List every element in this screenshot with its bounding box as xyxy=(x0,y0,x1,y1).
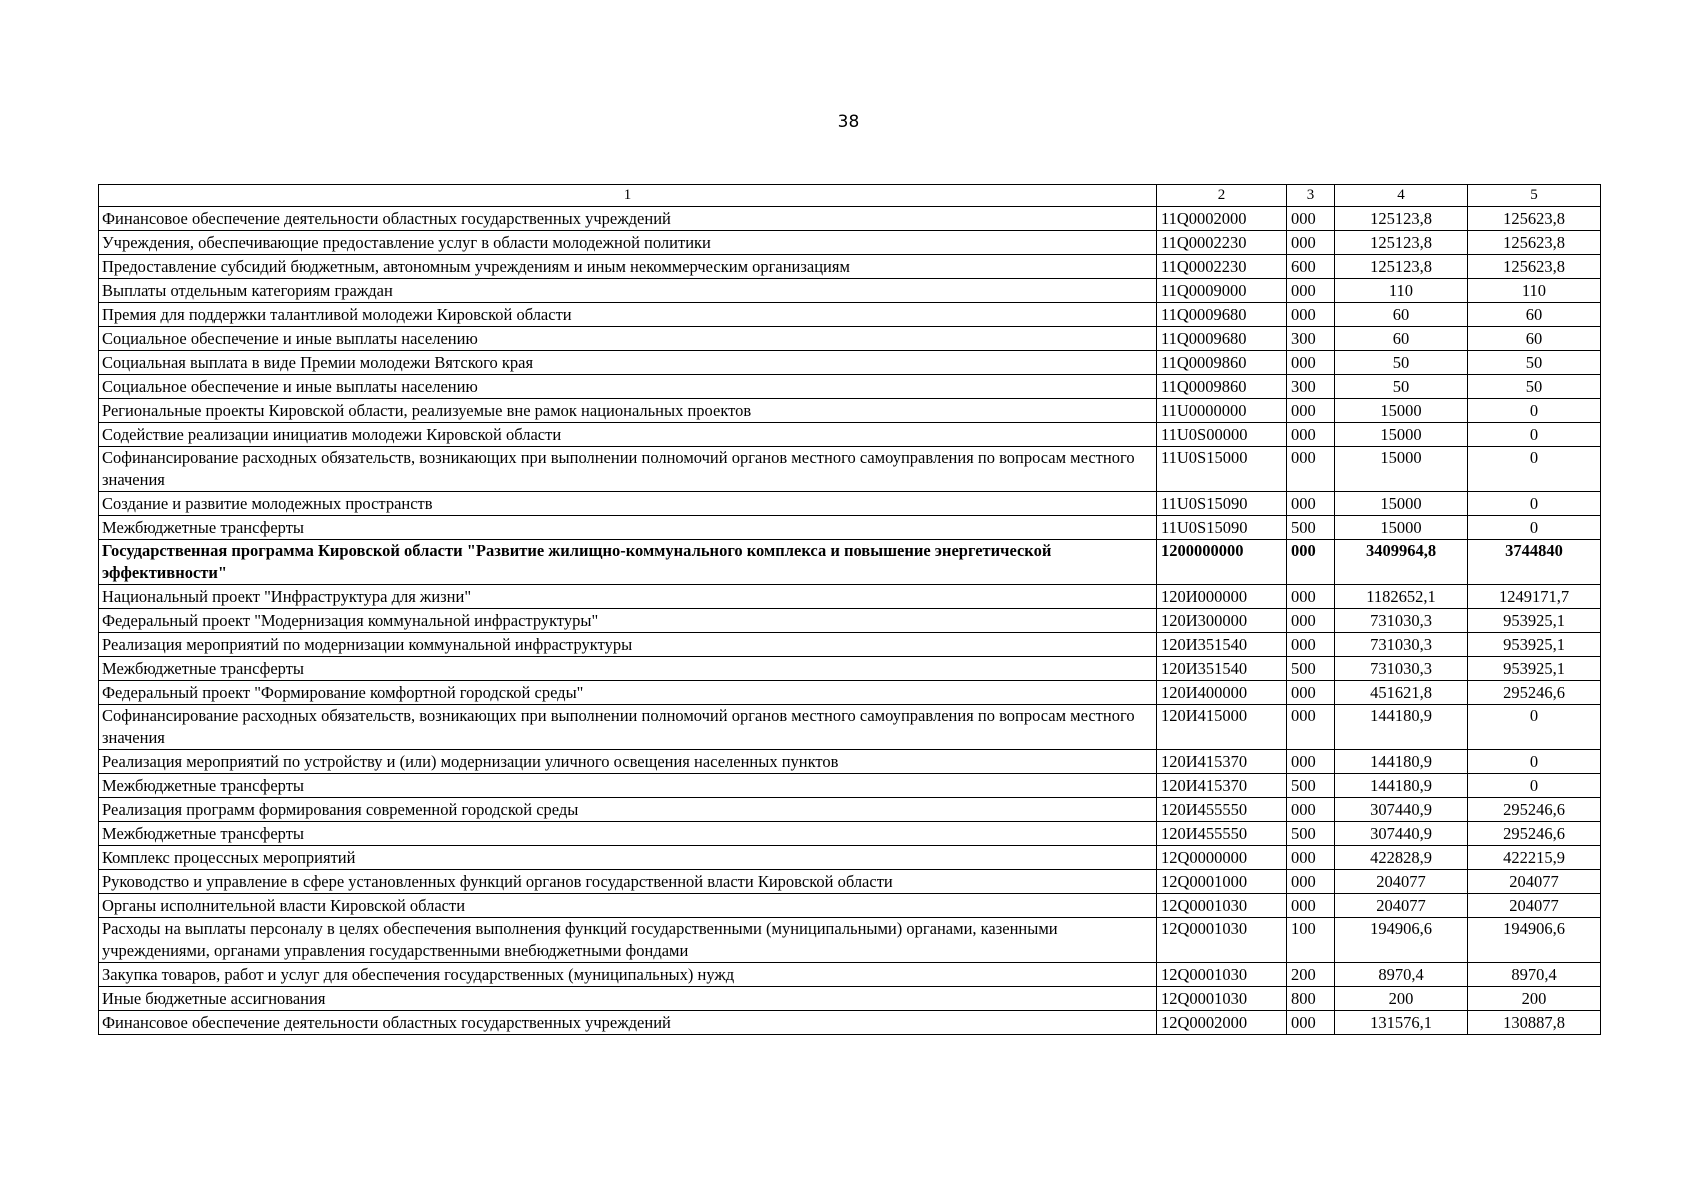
table-row xyxy=(99,351,1601,375)
column-header: 4 xyxy=(1335,185,1468,207)
row-code-cell: 12Q0000000 xyxy=(1157,846,1287,870)
row-value-2025-cell: 953925,1 xyxy=(1468,657,1601,681)
table-row xyxy=(99,918,1601,963)
row-value-2025-cell: 0 xyxy=(1468,423,1601,447)
row-type-cell: 000 xyxy=(1287,585,1335,609)
row-value-2025-cell: 953925,1 xyxy=(1468,609,1601,633)
row-code-cell: 120И300000 xyxy=(1157,609,1287,633)
row-code-cell: 120И400000 xyxy=(1157,681,1287,705)
row-name-cell: Учреждения, обеспечивающие предоставление услуг в области молодежной политики xyxy=(99,231,1157,255)
row-type-cell: 200 xyxy=(1287,963,1335,987)
row-value-2025-cell: 8970,4 xyxy=(1468,963,1601,987)
row-code-cell: 11Q0002230 xyxy=(1157,231,1287,255)
row-code-cell: 120И455550 xyxy=(1157,822,1287,846)
row-type-cell: 000 xyxy=(1287,351,1335,375)
row-type-cell: 000 xyxy=(1287,894,1335,918)
row-name-cell: Софинансирование расходных обязательств, возникающих при выполнении полномочий органов местного самоуправления по вопросам местного значения xyxy=(99,705,1157,750)
row-name-cell: Межбюджетные трансферты xyxy=(99,822,1157,846)
row-value-2024-cell: 125123,8 xyxy=(1335,255,1468,279)
row-code-cell: 120И415000 xyxy=(1157,705,1287,750)
row-value-2025-cell: 0 xyxy=(1468,750,1601,774)
table-row xyxy=(99,399,1601,423)
row-name-cell: Финансовое обеспечение деятельности областных государственных учреждений xyxy=(99,207,1157,231)
row-code-cell: 12Q0001030 xyxy=(1157,918,1287,963)
row-value-2024-cell: 15000 xyxy=(1335,447,1468,492)
row-value-2024-cell: 50 xyxy=(1335,375,1468,399)
row-name-cell: Софинансирование расходных обязательств, возникающих при выполнении полномочий органов местного самоуправления по вопросам местного значения xyxy=(99,447,1157,492)
row-name-cell: Иные бюджетные ассигнования xyxy=(99,987,1157,1011)
row-name-cell: Финансовое обеспечение деятельности областных государственных учреждений xyxy=(99,1011,1157,1035)
table-row xyxy=(99,846,1601,870)
row-value-2025-cell: 110 xyxy=(1468,279,1601,303)
table-row xyxy=(99,492,1601,516)
row-value-2025-cell: 130887,8 xyxy=(1468,1011,1601,1035)
row-type-cell: 000 xyxy=(1287,207,1335,231)
row-value-2024-cell: 144180,9 xyxy=(1335,705,1468,750)
row-type-cell: 500 xyxy=(1287,774,1335,798)
row-value-2024-cell: 144180,9 xyxy=(1335,750,1468,774)
table-row xyxy=(99,822,1601,846)
row-code-cell: 120И351540 xyxy=(1157,657,1287,681)
row-name-cell: Федеральный проект "Формирование комфортной городской среды" xyxy=(99,681,1157,705)
table-row xyxy=(99,516,1601,540)
row-value-2025-cell: 204077 xyxy=(1468,894,1601,918)
row-type-cell: 000 xyxy=(1287,870,1335,894)
row-name-cell: Межбюджетные трансферты xyxy=(99,657,1157,681)
row-type-cell: 000 xyxy=(1287,705,1335,750)
row-value-2024-cell: 194906,6 xyxy=(1335,918,1468,963)
row-type-cell: 000 xyxy=(1287,447,1335,492)
row-type-cell: 600 xyxy=(1287,255,1335,279)
row-name-cell: Федеральный проект "Модернизация коммунальной инфраструктуры" xyxy=(99,609,1157,633)
row-value-2025-cell: 125623,8 xyxy=(1468,255,1601,279)
row-code-cell: 12Q0001030 xyxy=(1157,987,1287,1011)
row-value-2025-cell: 295246,6 xyxy=(1468,681,1601,705)
row-code-cell: 120И000000 xyxy=(1157,585,1287,609)
table-row xyxy=(99,231,1601,255)
row-value-2024-cell: 731030,3 xyxy=(1335,657,1468,681)
row-name-cell: Межбюджетные трансферты xyxy=(99,516,1157,540)
row-code-cell: 120И455550 xyxy=(1157,798,1287,822)
row-value-2024-cell: 144180,9 xyxy=(1335,774,1468,798)
row-name-cell: Содействие реализации инициатив молодежи Кировской области xyxy=(99,423,1157,447)
row-type-cell: 500 xyxy=(1287,657,1335,681)
row-value-2024-cell: 200 xyxy=(1335,987,1468,1011)
row-name-cell: Закупка товаров, работ и услуг для обеспечения государственных (муниципальных) нужд xyxy=(99,963,1157,987)
row-code-cell: 11Q0009860 xyxy=(1157,375,1287,399)
row-code-cell: 11Q0009680 xyxy=(1157,303,1287,327)
row-value-2025-cell: 194906,6 xyxy=(1468,918,1601,963)
table-row xyxy=(99,255,1601,279)
row-type-cell: 000 xyxy=(1287,399,1335,423)
row-value-2025-cell: 295246,6 xyxy=(1468,798,1601,822)
row-value-2024-cell: 50 xyxy=(1335,351,1468,375)
row-value-2025-cell: 0 xyxy=(1468,447,1601,492)
row-code-cell: 11U0000000 xyxy=(1157,399,1287,423)
row-value-2025-cell: 0 xyxy=(1468,516,1601,540)
row-type-cell: 000 xyxy=(1287,681,1335,705)
row-code-cell: 11Q0002000 xyxy=(1157,207,1287,231)
row-value-2024-cell: 15000 xyxy=(1335,516,1468,540)
row-value-2024-cell: 60 xyxy=(1335,327,1468,351)
row-value-2024-cell: 204077 xyxy=(1335,894,1468,918)
table-row xyxy=(99,279,1601,303)
table-row xyxy=(99,423,1601,447)
row-value-2024-cell: 307440,9 xyxy=(1335,798,1468,822)
table-row xyxy=(99,774,1601,798)
table-row xyxy=(99,633,1601,657)
row-type-cell: 300 xyxy=(1287,375,1335,399)
table-row xyxy=(99,657,1601,681)
row-type-cell: 100 xyxy=(1287,918,1335,963)
column-header: 2 xyxy=(1157,185,1287,207)
row-value-2024-cell: 15000 xyxy=(1335,399,1468,423)
page-number: 38 xyxy=(837,112,860,132)
row-value-2025-cell: 1249171,7 xyxy=(1468,585,1601,609)
row-type-cell: 500 xyxy=(1287,516,1335,540)
table-row xyxy=(99,609,1601,633)
row-name-cell: Социальная выплата в виде Премии молодежи Вятского края xyxy=(99,351,1157,375)
row-name-cell: Расходы на выплаты персоналу в целях обеспечения выполнения функций государственными (муниципальными) органами, казенными учреждениями, органами управления государственными внебюджетными фондами xyxy=(99,918,1157,963)
row-code-cell: 11Q0009000 xyxy=(1157,279,1287,303)
row-type-cell: 000 xyxy=(1287,231,1335,255)
table-row xyxy=(99,447,1601,492)
row-type-cell: 000 xyxy=(1287,609,1335,633)
row-code-cell: 11U0S00000 xyxy=(1157,423,1287,447)
table-row xyxy=(99,540,1601,585)
row-name-cell: Предоставление субсидий бюджетным, автономным учреждениям и иным некоммерческим организациям xyxy=(99,255,1157,279)
row-value-2024-cell: 125123,8 xyxy=(1335,231,1468,255)
row-code-cell: 12Q0001030 xyxy=(1157,963,1287,987)
row-type-cell: 000 xyxy=(1287,846,1335,870)
row-value-2025-cell: 953925,1 xyxy=(1468,633,1601,657)
row-code-cell: 120И415370 xyxy=(1157,750,1287,774)
row-type-cell: 000 xyxy=(1287,633,1335,657)
row-value-2025-cell: 0 xyxy=(1468,399,1601,423)
row-type-cell: 300 xyxy=(1287,327,1335,351)
row-value-2025-cell: 204077 xyxy=(1468,870,1601,894)
row-name-cell: Социальное обеспечение и иные выплаты населению xyxy=(99,327,1157,351)
row-type-cell: 000 xyxy=(1287,750,1335,774)
row-code-cell: 1200000000 xyxy=(1157,540,1287,585)
row-name-cell: Социальное обеспечение и иные выплаты населению xyxy=(99,375,1157,399)
row-name-cell: Премия для поддержки талантливой молодежи Кировской области xyxy=(99,303,1157,327)
table-row xyxy=(99,1011,1601,1035)
row-code-cell: 11U0S15000 xyxy=(1157,447,1287,492)
column-header: 5 xyxy=(1468,185,1601,207)
budget-table xyxy=(98,184,1601,1035)
row-value-2024-cell: 15000 xyxy=(1335,492,1468,516)
row-name-cell: Реализация программ формирования современной городской среды xyxy=(99,798,1157,822)
row-value-2024-cell: 8970,4 xyxy=(1335,963,1468,987)
table-row xyxy=(99,327,1601,351)
row-code-cell: 120И415370 xyxy=(1157,774,1287,798)
row-value-2024-cell: 422828,9 xyxy=(1335,846,1468,870)
row-type-cell: 000 xyxy=(1287,540,1335,585)
row-value-2024-cell: 1182652,1 xyxy=(1335,585,1468,609)
table-row xyxy=(99,798,1601,822)
row-value-2025-cell: 60 xyxy=(1468,303,1601,327)
row-value-2025-cell: 422215,9 xyxy=(1468,846,1601,870)
table-row xyxy=(99,681,1601,705)
row-value-2025-cell: 200 xyxy=(1468,987,1601,1011)
row-type-cell: 000 xyxy=(1287,1011,1335,1035)
row-value-2025-cell: 50 xyxy=(1468,375,1601,399)
table-row xyxy=(99,303,1601,327)
row-code-cell: 12Q0002000 xyxy=(1157,1011,1287,1035)
row-value-2025-cell: 125623,8 xyxy=(1468,231,1601,255)
table-row xyxy=(99,705,1601,750)
row-value-2024-cell: 15000 xyxy=(1335,423,1468,447)
row-value-2025-cell: 0 xyxy=(1468,774,1601,798)
row-value-2025-cell: 60 xyxy=(1468,327,1601,351)
row-code-cell: 11U0S15090 xyxy=(1157,492,1287,516)
row-value-2024-cell: 60 xyxy=(1335,303,1468,327)
row-value-2025-cell: 0 xyxy=(1468,705,1601,750)
column-header: 1 xyxy=(99,185,1157,207)
table-row xyxy=(99,750,1601,774)
row-value-2025-cell: 295246,6 xyxy=(1468,822,1601,846)
row-type-cell: 000 xyxy=(1287,279,1335,303)
row-value-2024-cell: 3409964,8 xyxy=(1335,540,1468,585)
row-type-cell: 000 xyxy=(1287,303,1335,327)
table-row xyxy=(99,375,1601,399)
row-name-cell: Создание и развитие молодежных пространств xyxy=(99,492,1157,516)
row-type-cell: 000 xyxy=(1287,798,1335,822)
row-value-2024-cell: 204077 xyxy=(1335,870,1468,894)
row-name-cell: Государственная программа Кировской области "Развитие жилищно-коммунального комплекса и повышение энергетической эффективности" xyxy=(99,540,1157,585)
row-type-cell: 500 xyxy=(1287,822,1335,846)
table-row xyxy=(99,987,1601,1011)
row-name-cell: Реализация мероприятий по устройству и (или) модернизации уличного освещения населенных пунктов xyxy=(99,750,1157,774)
row-value-2024-cell: 131576,1 xyxy=(1335,1011,1468,1035)
row-name-cell: Органы исполнительной власти Кировской области xyxy=(99,894,1157,918)
row-code-cell: 11Q0009860 xyxy=(1157,351,1287,375)
table-row xyxy=(99,870,1601,894)
row-code-cell: 12Q0001000 xyxy=(1157,870,1287,894)
row-code-cell: 120И351540 xyxy=(1157,633,1287,657)
table-row xyxy=(99,963,1601,987)
row-code-cell: 11Q0009680 xyxy=(1157,327,1287,351)
row-type-cell: 800 xyxy=(1287,987,1335,1011)
row-value-2024-cell: 110 xyxy=(1335,279,1468,303)
row-value-2025-cell: 3744840 xyxy=(1468,540,1601,585)
row-name-cell: Руководство и управление в сфере установленных функций органов государственной власти Кировской области xyxy=(99,870,1157,894)
column-header: 3 xyxy=(1287,185,1335,207)
row-name-cell: Реализация мероприятий по модернизации коммунальной инфраструктуры xyxy=(99,633,1157,657)
row-name-cell: Выплаты отдельным категориям граждан xyxy=(99,279,1157,303)
row-name-cell: Региональные проекты Кировской области, реализуемые вне рамок национальных проектов xyxy=(99,399,1157,423)
row-name-cell: Межбюджетные трансферты xyxy=(99,774,1157,798)
row-code-cell: 11Q0002230 xyxy=(1157,255,1287,279)
table-row xyxy=(99,894,1601,918)
row-value-2024-cell: 731030,3 xyxy=(1335,609,1468,633)
table-row xyxy=(99,585,1601,609)
row-type-cell: 000 xyxy=(1287,423,1335,447)
row-value-2024-cell: 307440,9 xyxy=(1335,822,1468,846)
row-name-cell: Комплекс процессных мероприятий xyxy=(99,846,1157,870)
row-value-2025-cell: 0 xyxy=(1468,492,1601,516)
row-code-cell: 12Q0001030 xyxy=(1157,894,1287,918)
row-code-cell: 11U0S15090 xyxy=(1157,516,1287,540)
row-value-2024-cell: 451621,8 xyxy=(1335,681,1468,705)
table-header-row xyxy=(99,185,1601,207)
row-value-2024-cell: 731030,3 xyxy=(1335,633,1468,657)
row-name-cell: Национальный проект "Инфраструктура для жизни" xyxy=(99,585,1157,609)
row-type-cell: 000 xyxy=(1287,492,1335,516)
row-value-2025-cell: 50 xyxy=(1468,351,1601,375)
row-value-2025-cell: 125623,8 xyxy=(1468,207,1601,231)
table-row xyxy=(99,207,1601,231)
row-value-2024-cell: 125123,8 xyxy=(1335,207,1468,231)
